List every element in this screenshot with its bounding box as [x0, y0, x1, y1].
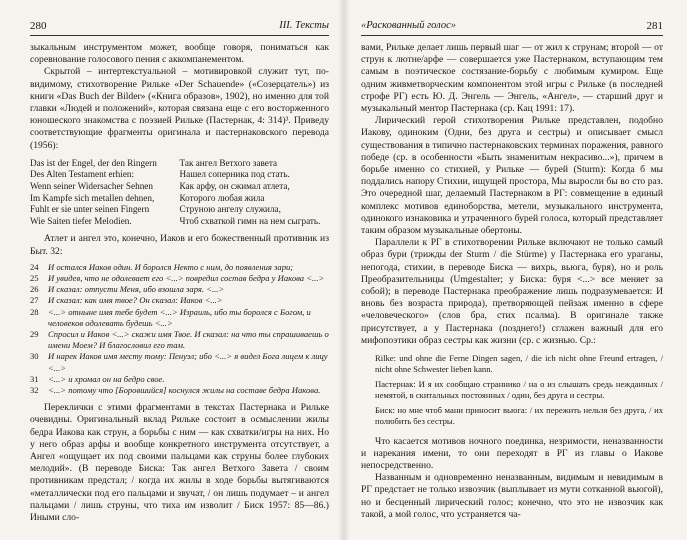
verse-de-5: Fuhlt er sie unter seinen Fingern [30, 204, 150, 215]
verse-text: Спросил и Иаков <...> скажи имя Твое. И сказал: на что ты спрашиваешь о имени Моем? И благословил его там. [48, 329, 329, 351]
left-paragraph-2: Скрытой – интертекстуальной – мотивировкой служит тут, по-видимому, стихотворение Рильке «Der Schauende» («Созерцатель») из книги «Das Buch der Bilder» («Книга образов», 1902), но именно для той главки «Людей и положений», которая связана еще с его восторженного юношеского знакомства с поэзией Рильке (Пастернак, 4: 314)³. Приведу соответствующие фрагменты оригинала и пастернаковского перевода (1956): [30, 66, 329, 151]
bible-verse [30, 329, 329, 351]
bible-verse [30, 273, 329, 284]
verse-text: <...> и хромал он на бедро свое. [48, 373, 165, 384]
left-page [0, 0, 343, 540]
left-paragraph-1: зыкальным инструментом может, вообще говоря, пониматься как соревнование голосового пения с аккомпанементом. [30, 42, 329, 66]
verse-ru-3: Как арфу, он сжимал атлета, [179, 181, 290, 192]
left-running-header [30, 20, 329, 36]
right-page [343, 0, 687, 540]
right-running-header [361, 20, 663, 36]
verse-text: И сказал: как имя твое? Он сказал: Иаков <...> [48, 295, 223, 306]
bible-verse [30, 351, 329, 373]
verse-number: 25 [30, 273, 39, 283]
verse-text: И увидев, что не одолевает его <...> повредил состав бедра у Иакова <...> [48, 273, 325, 283]
verse-ru-6: Чтоб схваткой гимн на нем сыграть. [179, 215, 321, 226]
verse-number: 32 [30, 385, 39, 396]
bible-verse [30, 385, 329, 396]
quote-rilke: Rilke: und ohne die Ferne Dingen sagen, / die ich nicht ohne Freund ertragen, / nicht ohne Schwester lieben kann. [375, 353, 663, 375]
verse-number: 30 [30, 351, 39, 362]
verse-number: 29 [30, 329, 39, 340]
left-paragraph-3: Атлет и ангел это, конечно, Иаков и его божественный противник из Быт. 32: [30, 233, 329, 257]
verse-text: И остался Иаков один. И боролся Некто с ним, до появления зари; [48, 261, 294, 272]
verse-text: <...> отныне имя тебе будет <...> Израиль, ибо ты боролся с Богом, и человеков одолевать будешь <...> [48, 306, 311, 328]
left-paragraph-4: Переклички с этими фрагментами в текстах Пастернака и Рильке очевидны. Оригинальный вклад Рильке состоит в осмыслении жилы бедра Иакова как струн, а борьбы с ним — как схватки/игры на них. Но у него образ арфы и вообще конкретного инструмента отсутствует, а Ангел «ощущает их под своими пальцами как струны более глубоких мелодий». (В переводе Биска: Так ангел Ветхого Завета / своим противникам предстал; / когда их жилы в ходе борьбы вытягиваются «металлически под его пальцами и звучат, / он лишь подумает – и ангел пальцами / лишь струны, что тиха им изволит / Биск 1957: 85—86.) Иными сло- [30, 402, 329, 524]
verse-de-4: Im Kampfe sich metallen dehnen, [30, 192, 155, 203]
bible-verse [30, 262, 329, 273]
bible-verse [30, 374, 329, 385]
verse-de-3: Wenn seiner Widersacher Sehnen [30, 181, 153, 192]
verse-number: 24 [30, 261, 39, 272]
comparison-quote [375, 353, 663, 427]
quote-pasternak: Пастернак: И я их сообщаю страннико / на о из слышать средь нежданных / немятой, в скитальных постоянных / один, без друга и сестры. [375, 378, 663, 401]
verse-ru-1: Так ангел Ветхого завета [179, 157, 278, 168]
verse-number: 27 [30, 295, 39, 306]
verse-de-1: Das ist der Engel, der den Ringern [30, 157, 157, 168]
bible-quote [30, 262, 329, 396]
verse-ru-5: Струною ангелу служила, [179, 204, 281, 215]
right-paragraph-1: вами, Рильке делает лишь первый шаг — от жил к струнам; второй — от струн к лютне/арфе — совершается уже Пастернаком, вступающим тем самым в поэтическое состязание-борьбу с любимым кумиром. Еще одним живметворческим компонентом этой игры с Рильке (в последней строфе РГ) есть Ю. Д. Энгель — Энгель, «Ангел», — старший друг и музыкальный ментор Пастернака (ср. Кац 1991: 17). [361, 42, 663, 115]
bible-verse [30, 307, 329, 329]
verse-text: И сказал: отпусти Меня, ибо взошла заря. <...> [48, 284, 225, 295]
verse-text: И нарек Иаков имя месту тому: Пенуэл; ибо <...> я видел Бога лицем к лицу <...> [48, 351, 328, 373]
quote-bisk: Биск: но мне чтоб мани приносит вьюга: / их пережить нельзя без друга, / их полюбить без сестры. [375, 404, 663, 427]
verse-ru-4: Которого любая жила [179, 192, 265, 203]
verse-parallel [30, 158, 329, 228]
verse-text: <...> потому что [Боровшийся] коснулся жилы на составе бедра Иакова. [48, 385, 321, 396]
left-running-title: III. Тексты [279, 20, 329, 31]
verse-number: 31 [30, 373, 39, 384]
book-gutter [338, 0, 350, 540]
right-page-number: 281 [646, 20, 663, 32]
right-running-title: «Раскованный голос» [361, 20, 457, 31]
verse-ru-2: Нашел соперника под стать. [179, 169, 290, 180]
right-paragraph-2: Лирический герой стихотворения Рильке представлен, подобно Иакову, одиноким (Одни, без друга и сестры) и описывает смысл существования в типично пастернаковских терминах поражения, равного победе (ср. в особенности «Быть знаменитым некрасиво...»), причем в борьбе именно со стихией, у Рильке — бурей (Sturm): Когда б мы поддались напору Стихии, ищущей простора, Мы выросли бы во сто раз. Это очередной шаг, делаемый Пастернаком в РГ: совмещение в единый комплекс мотивов единоборства, метели, музыкального инструмента, одинокого изнаковика и утраченного бурей голоса, который представляет таким образом музыкальные обертоны. [361, 115, 663, 237]
verse-number: 26 [30, 284, 39, 295]
verse-de-2: Des Alten Testament erhien: [30, 169, 135, 180]
bible-verse [30, 284, 329, 295]
right-paragraph-4: Что касается мотивов ночного поединка, незримости, неназванности и нарекания имени, то они переходят в РГ из главы о Иакове непосредственно. [361, 435, 663, 471]
verse-de-6: Wie Saiten tiefer Melodien. [30, 215, 132, 226]
left-page-number: 280 [30, 20, 47, 32]
bible-verse [30, 295, 329, 306]
right-paragraph-5: Названным и одновременно неназванным, видимым и невидимым в РГ предстает не только извозчик (выплывает из мути сотканной вьюгой), но и бесценный лирический голос; конечно, что это не извозчик как такой, а мой голос, что устраняется ча- [361, 472, 663, 520]
verse-number: 28 [30, 306, 39, 317]
right-paragraph-3: Параллели к РГ в стихотворении Рильке включают не только самый образ бури (трижды der Sturm / die Stürme) у Пастернака его ураганы, непогода, стихии, в переводе Биска — вихрь, вьюга, буря), но и роль Преобразительницы (Umgestalter; у Биска: буря <...> все меняет за собой); в переводе Пастернака преображение лишь подразумевается: И вновь без возраста природа), претворяющей пейзаж именно в сфере «человеческого» (слов бра, стих псалма). В оригинале также присутствует, а у Пастернака (позднего!) сглажен важный для его мифопоэтики образ сестры как жизни (ср. с жизнью. Ср.: [361, 237, 663, 346]
